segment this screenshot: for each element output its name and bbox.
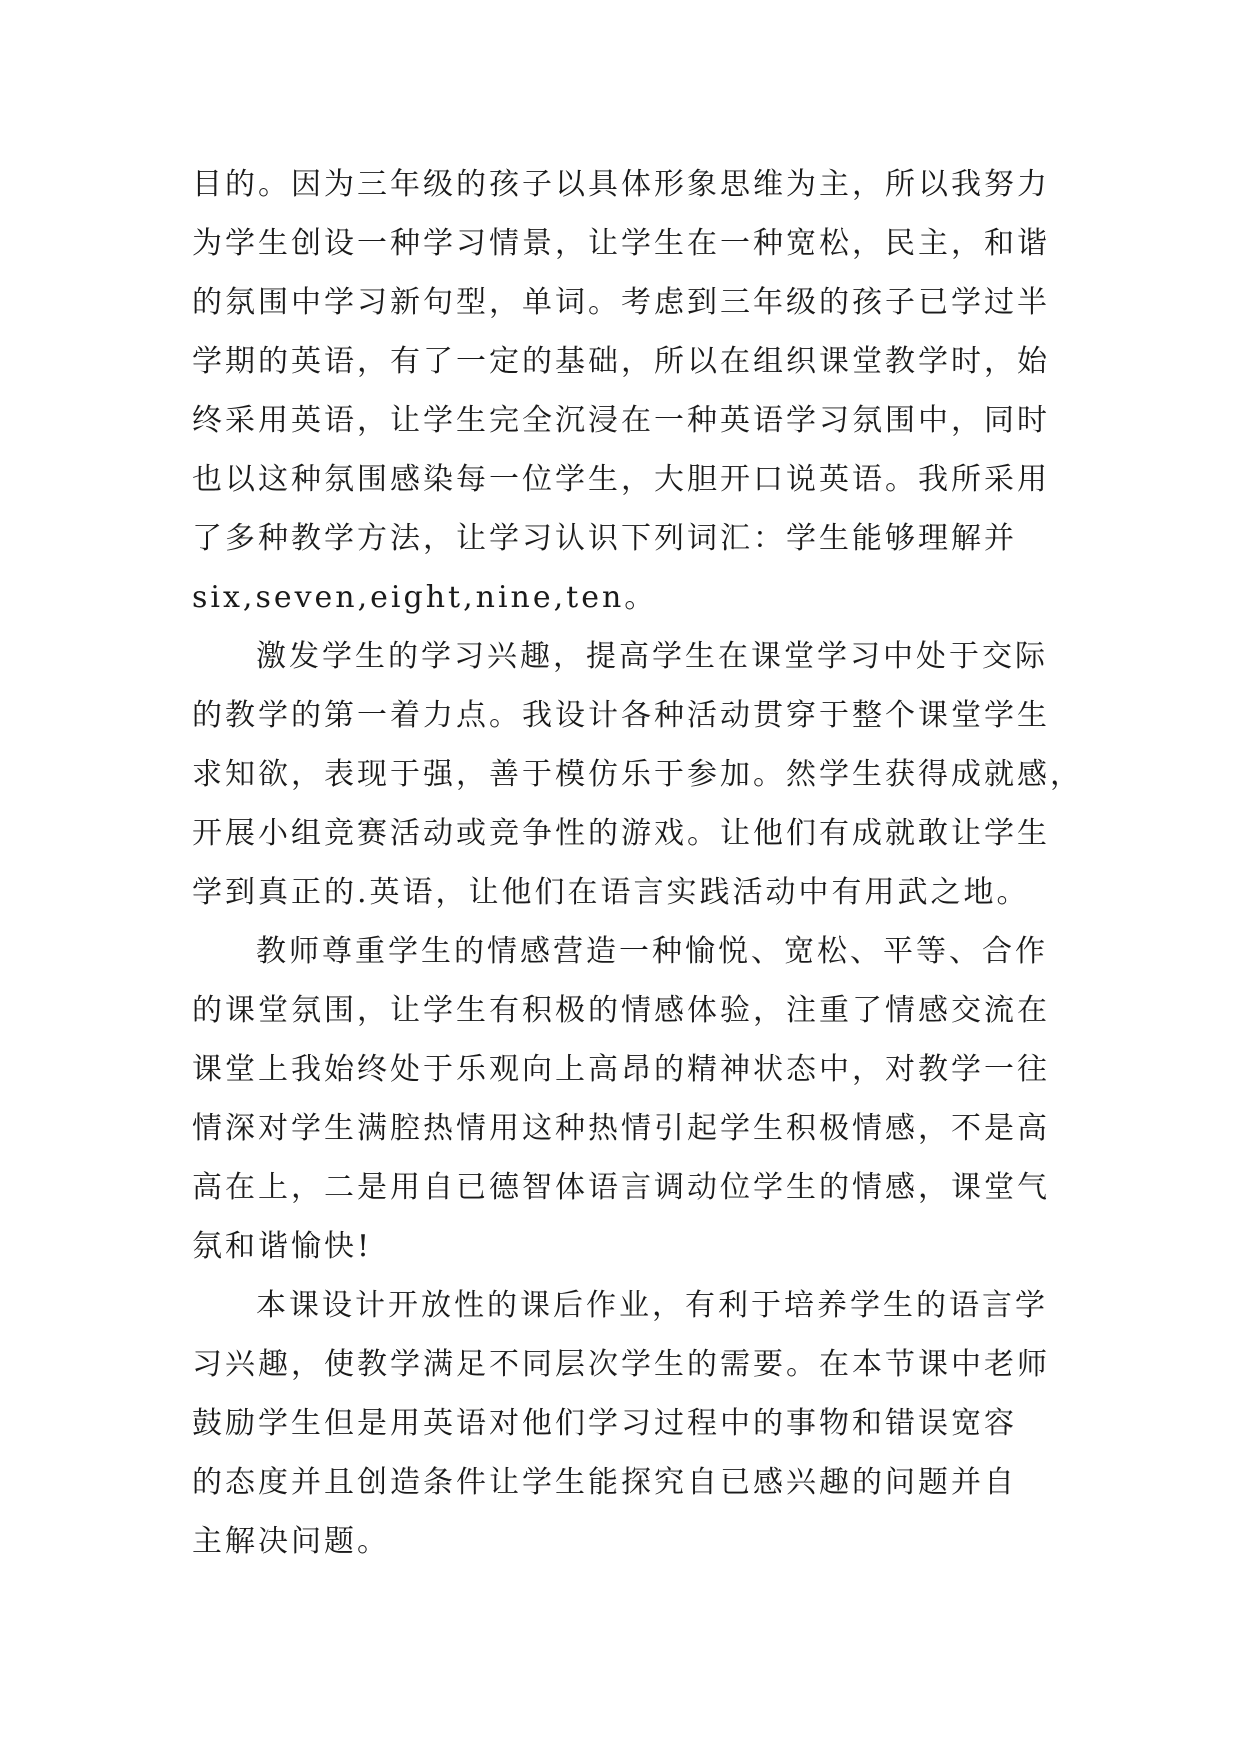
text-line: 终采用英语，让学生完全沉浸在一种英语学习氛围中，同时: [192, 403, 1050, 438]
text-line: 课堂上我始终处于乐观向上高昂的精神状态中，对教学一往: [192, 1052, 1050, 1087]
paragraph: [192, 922, 1052, 1276]
text-line: 为学生创设一种学习情景，让学生在一种宽松，民主，和谐: [192, 226, 1050, 261]
text-line: 学期的英语，有了一定的基础，所以在组织课堂教学时，始: [192, 344, 1050, 379]
text-line-indented: 教师尊重学生的情感营造一种愉悦、宽松、平等、合作: [256, 934, 1048, 969]
text-line: 的氛围中学习新句型，单词。考虑到三年级的孩子已学过半: [192, 285, 1050, 320]
text-line: 氛和谐愉快!: [192, 1229, 373, 1264]
paragraph: [192, 155, 1052, 627]
text-line: 开展小组竞赛活动或竞争性的游戏。让他们有成就敢让学生: [192, 816, 1050, 851]
text-line: 的课堂氛围，让学生有积极的情感体验，注重了情感交流在: [192, 993, 1050, 1028]
text-line: 求知欲，表现于强，善于模仿乐于参加。然学生获得成就感，: [192, 757, 1083, 792]
text-line-indented: 本课设计开放性的课后作业，有利于培养学生的语言学: [256, 1288, 1048, 1323]
text-line: 情深对学生满腔热情用这种热情引起学生积极情感，不是高: [192, 1111, 1050, 1146]
text-line: 目的。因为三年级的孩子以具体形象思维为主，所以我努力: [192, 167, 1050, 202]
text-line: six,seven,eight,nine,ten。: [192, 580, 658, 615]
text-line: 主解决问题。: [192, 1524, 390, 1559]
text-line: 高在上，二是用自已德智体语言调动位学生的情感，课堂气: [192, 1170, 1050, 1205]
text-line: 的教学的第一着力点。我设计各种活动贯穿于整个课堂学生: [192, 698, 1050, 733]
text-line: 了多种教学方法，让学习认识下列词汇：学生能够理解并: [192, 521, 1017, 556]
paragraph: [192, 1276, 1052, 1571]
paragraph: [192, 627, 1083, 922]
text-line: 鼓励学生但是用英语对他们学习过程中的事物和错误宽容: [192, 1406, 1017, 1441]
text-line: 习兴趣，使教学满足不同层次学生的需要。在本节课中老师: [192, 1347, 1050, 1382]
text-line-indented: 激发学生的学习兴趣，提高学生在课堂学习中处于交际: [256, 639, 1048, 674]
text-line: 也以这种氛围感染每一位学生，大胆开口说英语。我所采用: [192, 462, 1050, 497]
text-line: 学到真正的.英语，让他们在语言实践活动中有用武之地。: [192, 875, 1030, 910]
text-line: 的态度并且创造条件让学生能探究自已感兴趣的问题并自: [192, 1465, 1017, 1500]
document-body: [192, 155, 1083, 1571]
